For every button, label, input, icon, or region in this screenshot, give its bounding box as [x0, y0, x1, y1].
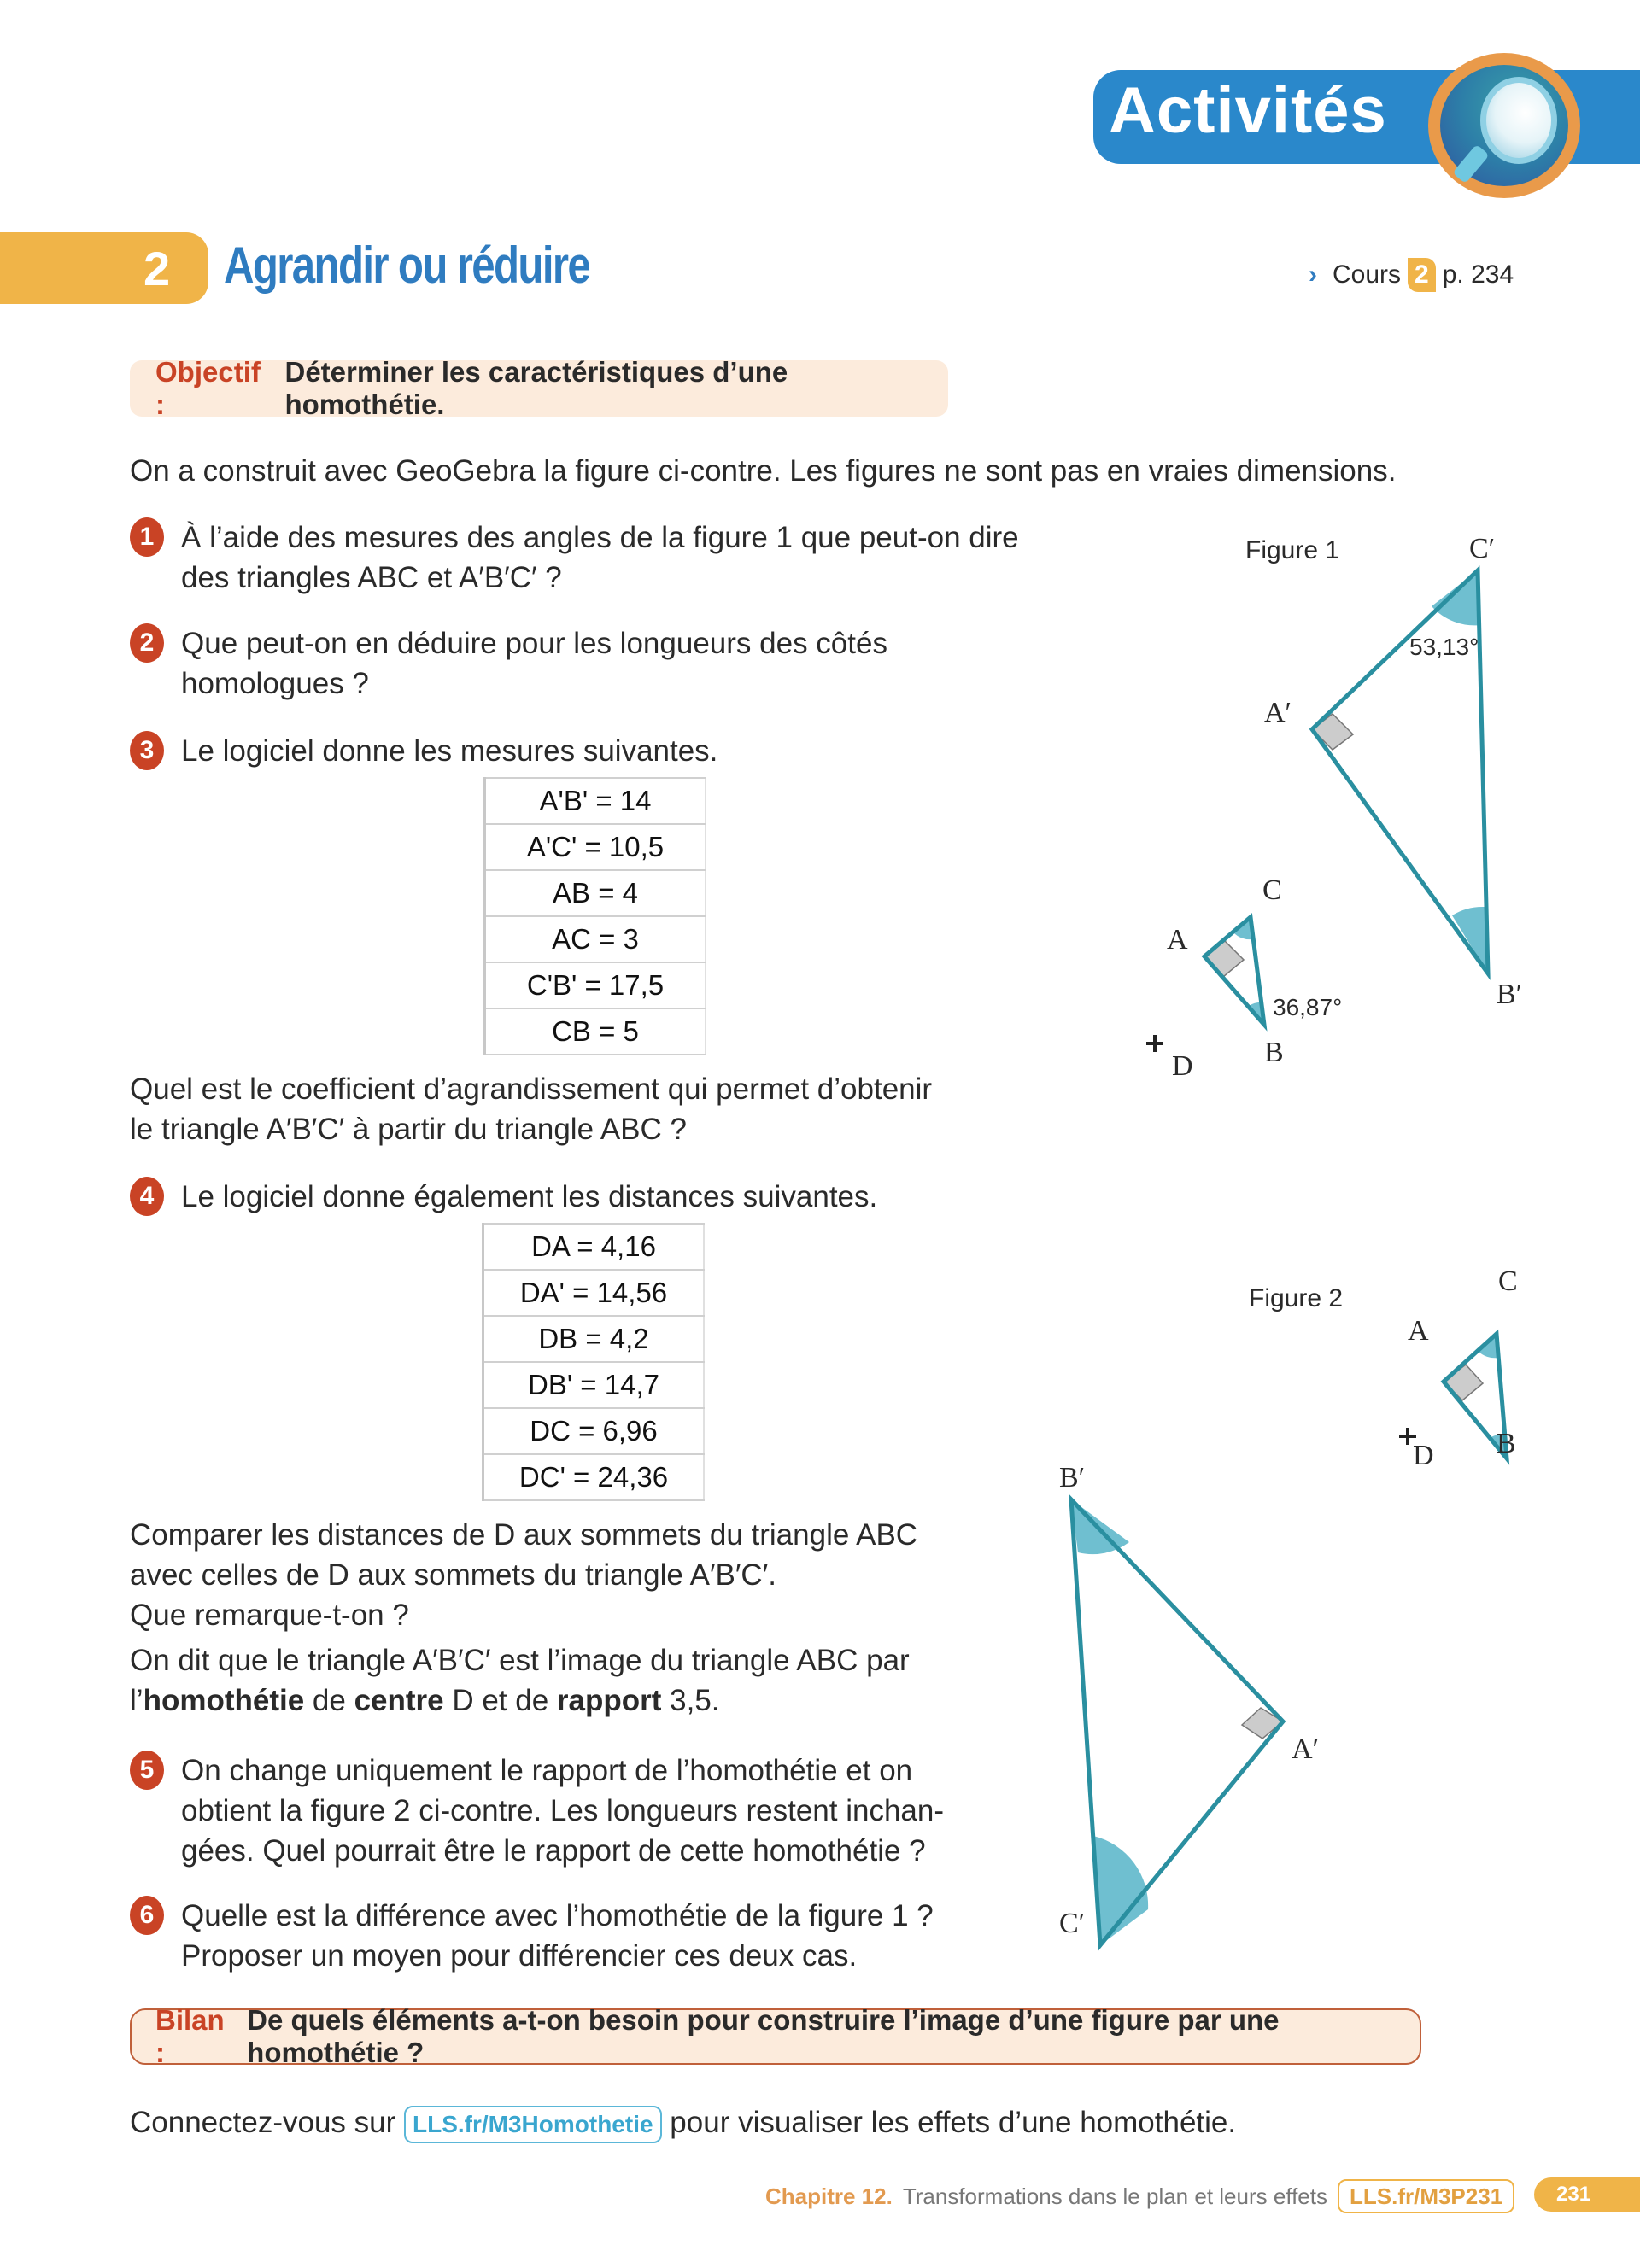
footer-chapter: Chapitre 12. [765, 2183, 893, 2209]
question-3: Le logiciel donne les mesures suivantes. [181, 734, 718, 768]
bilan-label: Bilan : [155, 2004, 225, 2068]
question-2-line: Que peut-on en déduire pour les longueurs des côtés [181, 627, 887, 660]
distance-cell: DC' = 24,36 [483, 1454, 705, 1500]
question-number-2: 2 [130, 623, 164, 663]
angle-marker [1432, 570, 1481, 625]
definition-text: de [304, 1684, 354, 1717]
connect-text: pour visualiser les effets d’une homothétie. [670, 2106, 1237, 2139]
section-number: 2 [144, 242, 171, 295]
question-6-line: Quelle est la différence avec l’homothétie de la figure 1 ? [181, 1899, 934, 1932]
page-footer [765, 2179, 1514, 2213]
question-number-5: 5 [130, 1751, 164, 1790]
question-1-line: À l’aide des mesures des angles de la figure 1 que peut-on dire [181, 521, 1019, 554]
point-label-a: A [1167, 924, 1188, 956]
fig2-point-label-c-prime: C′ [1059, 1908, 1086, 1939]
figure-1-label: Figure 1 [1245, 536, 1340, 564]
question-3-followup [130, 1069, 932, 1149]
question-4-followup [130, 1515, 917, 1721]
homothetie-link[interactable]: LLS.fr/M3Homothetie [404, 2106, 662, 2143]
measure-cell: AB = 4 [485, 870, 706, 916]
connect-text: Connectez-vous sur [130, 2106, 396, 2139]
fig2-point-label-a: A [1408, 1315, 1429, 1347]
footer-subtitle: Transformations dans le plan et leurs effets [902, 2183, 1327, 2209]
question-4: Le logiciel donne également les distances suivantes. [181, 1180, 878, 1213]
point-label-a-prime: A′ [1264, 697, 1292, 728]
distance-cell: DB' = 14,7 [483, 1362, 705, 1408]
question-2 [181, 623, 887, 704]
angle-label-36: 36,87° [1273, 994, 1343, 1020]
question-1-line: des triangles ABC et A′B′C′ ? [181, 561, 562, 594]
distance-cell: DB = 4,2 [483, 1316, 705, 1362]
question-6-line: Proposer un moyen pour différencier ces deux cas. [181, 1939, 858, 1973]
definition-text: 3,5. [661, 1684, 720, 1717]
question-6 [181, 1896, 934, 1976]
term-centre: centre [354, 1684, 444, 1717]
followup-line: avec celles de D aux sommets du triangle A′B′C′. [130, 1558, 776, 1592]
point-label-c-prime: C′ [1469, 533, 1496, 564]
objectif-label: Objectif : [155, 356, 261, 420]
followup-line: Quel est le coefficient d’agrandissement qui permet d’obtenir [130, 1073, 933, 1106]
distance-cell: DA' = 14,56 [483, 1270, 705, 1316]
question-5 [181, 1751, 944, 1871]
distances-table [482, 1223, 705, 1501]
question-number-1: 1 [130, 517, 164, 557]
bilan-box [130, 2004, 1421, 2068]
objectif-box [130, 356, 948, 420]
banner-title: Activités [1109, 74, 1387, 147]
question-1 [181, 517, 1019, 598]
point-label-d: D [1172, 1050, 1193, 1082]
cours-badge: 2 [1408, 258, 1436, 292]
followup-line: le triangle A′B′C′ à partir du triangle ABC ? [130, 1113, 687, 1146]
intro-text: On a construit avec GeoGebra la figure ci-contre. Les figures ne sont pas en vraies dimensions. [130, 454, 1397, 488]
term-homothetie: homothétie [143, 1684, 305, 1717]
objectif-text: Déterminer les caractéristiques d’une homothétie. [284, 356, 788, 420]
distance-cell: DA = 4,16 [483, 1224, 705, 1270]
question-number-4: 4 [130, 1177, 164, 1216]
measure-cell: A'C' = 10,5 [485, 824, 706, 870]
figure-2-diagram [1059, 1281, 1538, 1964]
measures-table [483, 777, 706, 1055]
measure-cell: C'B' = 17,5 [485, 962, 706, 1008]
distance-cell: DC = 6,96 [483, 1408, 705, 1454]
question-5-line: On change uniquement le rapport de l’homothétie et on [181, 1754, 913, 1787]
definition-text: l’ [130, 1684, 144, 1717]
fig2-point-label-c: C [1498, 1266, 1518, 1297]
figure-2-label: Figure 2 [1249, 1284, 1344, 1312]
question-number-6: 6 [130, 1896, 164, 1935]
definition-line: On dit que le triangle A′B′C′ est l’image du triangle ABC par [130, 1644, 910, 1677]
fig2-point-label-b: B [1496, 1428, 1516, 1459]
connect-line [130, 2102, 1236, 2143]
section-title: Agrandir ou réduire [224, 237, 590, 294]
followup-line: Que remarque-t-on ? [130, 1599, 409, 1632]
measure-cell: A'B' = 14 [485, 778, 706, 824]
question-2-line: homologues ? [181, 667, 369, 700]
question-number-3: 3 [130, 731, 164, 770]
fig2-point-label-a-prime: A′ [1292, 1733, 1319, 1765]
definition-line-2 [130, 1681, 917, 1721]
footer-link[interactable]: LLS.fr/M3P231 [1338, 2179, 1514, 2213]
point-label-c: C [1262, 874, 1282, 906]
bilan-text: De quels éléments a-t-on besoin pour construire l’image d’une figure par une homothétie ? [247, 2004, 1280, 2068]
cours-page: p. 234 [1442, 260, 1514, 289]
cours-reference-link[interactable] [1309, 258, 1514, 292]
point-label-b-prime: B′ [1496, 979, 1523, 1010]
cours-label: Cours [1332, 260, 1402, 289]
fig2-point-label-d: D [1413, 1440, 1434, 1471]
measure-cell: CB = 5 [485, 1008, 706, 1055]
magnifier-glass [1480, 77, 1557, 164]
fig2-point-label-b-prime: B′ [1059, 1462, 1086, 1493]
definition-text: D et de [443, 1684, 557, 1717]
measure-cell: AC = 3 [485, 916, 706, 962]
angle-label-53: 53,13° [1409, 634, 1479, 660]
question-5-line: obtient la figure 2 ci-contre. Les longueurs restent inchan- [181, 1794, 945, 1827]
question-5-line: gées. Quel pourrait être le rapport de cette homothétie ? [181, 1834, 926, 1868]
chevron-right-icon: › [1309, 260, 1317, 289]
section-number-tab [0, 232, 208, 304]
angle-marker [1093, 1836, 1148, 1945]
point-label-b: B [1264, 1037, 1284, 1068]
term-rapport: rapport [556, 1684, 662, 1717]
followup-line: Comparer les distances de D aux sommets du triangle ABC [130, 1518, 918, 1552]
page-number: 231 [1534, 2177, 1640, 2212]
figure-1-diagram [1145, 529, 1555, 1076]
